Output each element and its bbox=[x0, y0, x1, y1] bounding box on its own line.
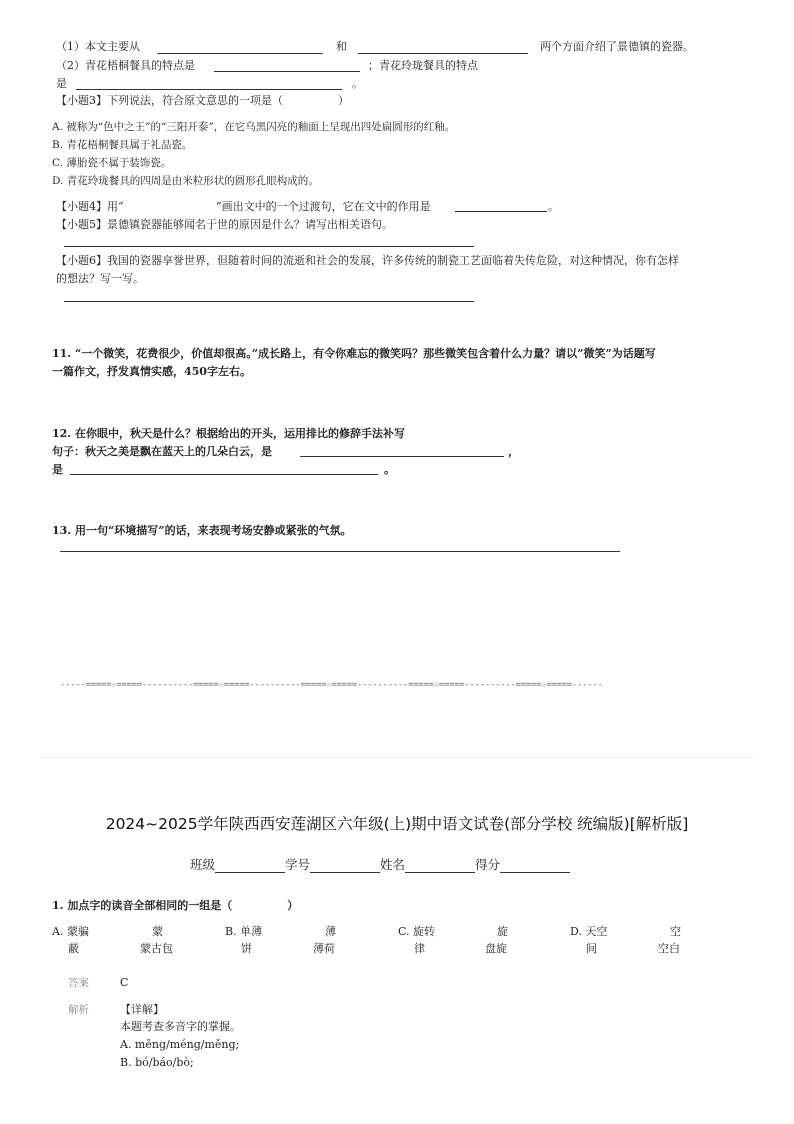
option-word: 薄荷 bbox=[313, 942, 335, 955]
q1-tail: 两个方面介绍了景德镇的瓷器。 bbox=[540, 40, 694, 53]
q11-line1: 11. “一个微笑，花费很少，价值却很高。”成长路上，有令你难忘的微笑吗？那些微笑包含着什么力量？请以”微笑”为话题写 bbox=[52, 347, 656, 360]
option-word: 盘旋 bbox=[485, 942, 507, 955]
answer-value: C bbox=[120, 976, 129, 989]
answer-blank[interactable] bbox=[70, 474, 378, 475]
answer-blank[interactable] bbox=[300, 456, 504, 457]
page-separator: -----=====☆=====----------=====☆=====----------=====☆=====----------=====☆=====----------=====☆=====------ bbox=[60, 680, 603, 690]
analysis-line: B. bó/báo/bò; bbox=[120, 1056, 194, 1069]
option-word: 单薄 bbox=[240, 925, 263, 938]
option-letter: B. bbox=[225, 925, 237, 938]
q1-option-d[interactable] bbox=[570, 925, 607, 939]
answer-line[interactable] bbox=[64, 246, 474, 247]
option-word: 蒙古包 bbox=[140, 942, 173, 955]
page-divider bbox=[40, 757, 754, 758]
q2-line2-lead: 是 bbox=[56, 77, 67, 90]
q6-line1: 【小题6】我国的瓷器享誉世界，但随着时间的流逝和社会的发展，许多传统的制瓷工艺面临着失传危险，对这种情况，你有怎样 bbox=[56, 254, 679, 267]
q1-lead: （1）本文主要从 bbox=[56, 40, 140, 53]
q3-stem: 【小题3】下列说法，符合原文意思的一项是（ ） bbox=[56, 94, 349, 107]
option-word: 薄 bbox=[325, 925, 336, 938]
q12-line3-end: 。 bbox=[384, 463, 395, 476]
field-label-name: 姓名 bbox=[380, 857, 406, 872]
analysis-label: 解析 bbox=[68, 1004, 89, 1016]
q2-lead: （2）青花梧桐餐具的特点是 bbox=[56, 59, 195, 72]
field-name-blank[interactable] bbox=[405, 860, 475, 873]
option-word: 天空 bbox=[585, 925, 608, 938]
q5-text: 【小题5】景德镇瓷器能够闻名于世的原因是什么？请写出相关语句。 bbox=[56, 218, 393, 231]
q1-option-a[interactable] bbox=[52, 925, 89, 939]
q4-c: 。 bbox=[548, 200, 559, 213]
q6-line2: 的想法？写一写。 bbox=[56, 272, 144, 285]
field-score-blank[interactable] bbox=[500, 860, 570, 873]
q12-line2-end: ， bbox=[508, 445, 519, 458]
q3-option-b[interactable]: B. 青花梧桐餐具属于礼品瓷。 bbox=[52, 139, 193, 151]
option-word: 旋 bbox=[497, 925, 508, 938]
q3-option-a[interactable]: A. 被称为“色中之王”的“三阳开泰”，在它乌黑闪亮的釉面上呈现出四处扁圆形的红釉。 bbox=[52, 121, 456, 133]
analysis-line: A. mēng/méng/měng; bbox=[120, 1038, 240, 1051]
field-label-class: 班级 bbox=[190, 857, 216, 872]
q1-mid: 和 bbox=[336, 40, 347, 53]
field-class-blank[interactable] bbox=[215, 860, 285, 873]
answer-label: 答案 bbox=[68, 977, 89, 989]
option-word: 旋转 bbox=[413, 925, 436, 938]
q2-line2-end: 。 bbox=[352, 77, 363, 90]
q13-text: 13. 用一句“环境描写”的话，来表现考场安静或紧张的气氛。 bbox=[52, 524, 352, 537]
answer-blank[interactable] bbox=[76, 89, 342, 90]
q12-line2-lead: 句子：秋天之美是飘在蓝天上的几朵白云，是 bbox=[52, 445, 272, 458]
q2-mid: ；青花玲珑餐具的特点 bbox=[368, 59, 478, 72]
option-word: 蔽 bbox=[68, 942, 79, 955]
q4-a: 【小题4】用“ bbox=[56, 200, 124, 213]
q3-option-c[interactable]: C. 薄胎瓷不属于装饰瓷。 bbox=[52, 157, 172, 169]
option-letter: C. bbox=[398, 925, 410, 938]
option-word: 空 bbox=[670, 925, 681, 938]
option-letter: A. bbox=[52, 925, 64, 938]
option-letter: D. bbox=[570, 925, 582, 938]
answer-blank[interactable] bbox=[157, 53, 323, 54]
option-word: 空白 bbox=[658, 942, 680, 955]
field-number-blank[interactable] bbox=[310, 860, 380, 873]
student-info-row bbox=[190, 855, 570, 873]
q1-option-b[interactable] bbox=[225, 925, 262, 939]
q3-option-d[interactable]: D. 青花玲珑餐具的四周是由米粒形状的圆形孔眼构成的。 bbox=[52, 175, 319, 187]
field-label-score: 得分 bbox=[475, 857, 501, 872]
answer-line[interactable] bbox=[60, 551, 620, 552]
option-word: 蒙骗 bbox=[66, 925, 89, 938]
q12-line1: 12. 在你眼中，秋天是什么？根据给出的开头，运用排比的修辞手法补写 bbox=[52, 427, 405, 440]
option-word: 饼 bbox=[241, 942, 252, 955]
q12-line3-lead: 是 bbox=[52, 463, 63, 476]
answer-blank[interactable] bbox=[358, 53, 528, 54]
q-part1-line bbox=[56, 40, 140, 54]
option-word: 蒙 bbox=[152, 925, 163, 938]
answer-blank[interactable] bbox=[455, 211, 547, 212]
exam-title: 2024~2025学年陕西西安莲湖区六年级(上)期中语文试卷(部分学校 统编版)[解析版] bbox=[105, 815, 689, 833]
field-label-number: 学号 bbox=[285, 857, 311, 872]
q1-option-c[interactable] bbox=[398, 925, 435, 939]
q1-stem: 1. 加点字的读音全部相同的一组是（ ） bbox=[52, 899, 299, 912]
q11-line2: 一篇作文，抒发真情实感，450字左右。 bbox=[52, 365, 251, 378]
analysis-line: 本题考查多音字的掌握。 bbox=[120, 1020, 241, 1033]
analysis-line: 【详解】 bbox=[120, 1003, 164, 1016]
answer-line[interactable] bbox=[64, 301, 474, 302]
option-word: 律 bbox=[414, 942, 425, 955]
option-word: 间 bbox=[586, 942, 597, 955]
q4-b: ”画出文中的一个过渡句，它在文中的作用是 bbox=[216, 200, 431, 213]
answer-blank[interactable] bbox=[214, 71, 360, 72]
